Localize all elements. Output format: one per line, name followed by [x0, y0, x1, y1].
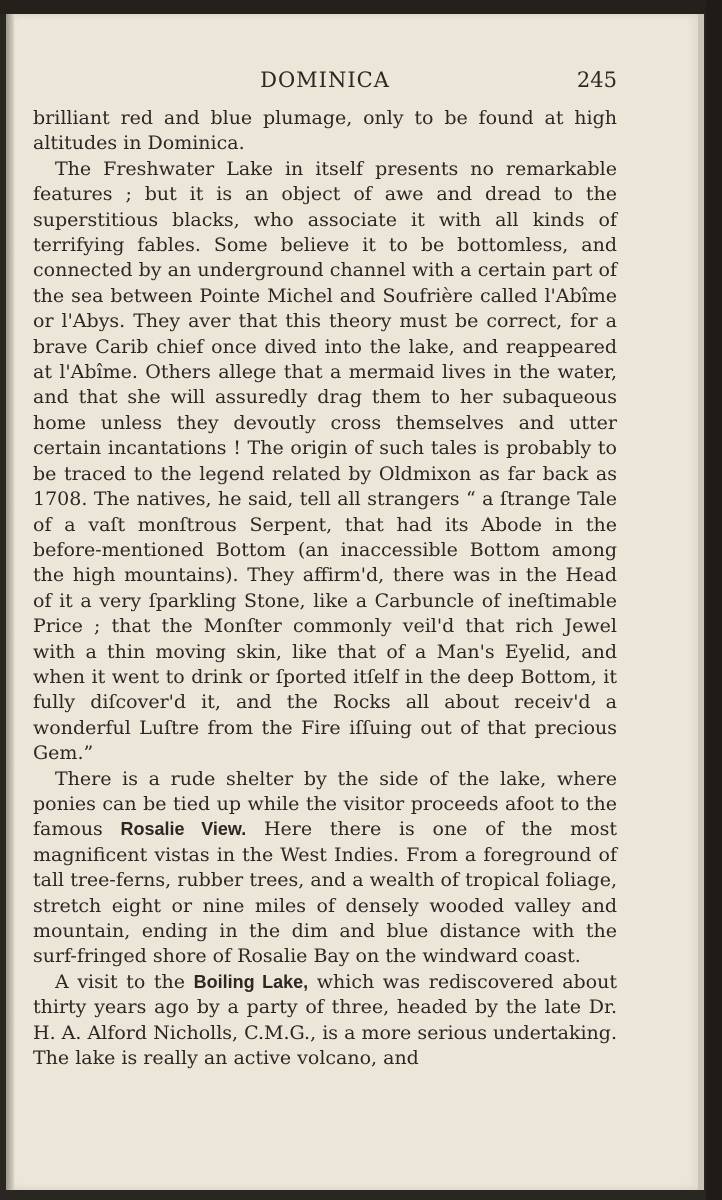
paragraph-freshwater-lake: The Freshwater Lake in itself presents no remarkable features ; but it is an object of awe and dread to the superstitious blacks, who associate it with all kinds of terrifying fables. Some believe it to be bottomless, and connected by an underground channel with a certain part of the sea between Pointe Michel and Soufrière called l'Abîme or l'Abys. They aver that this theory must be correct, for a brave Carib chief once dived into the lake, and reappeared at l'Abîme. Others allege that a mermaid lives in the water, and that she will assuredly drag them to her subaqueous home unless they devoutly cross themselves and utter certain incantations ! The origin of such tales is probably to be traced to the legend related by Oldmixon as far back as 1708. The natives, he said, tell all strangers “ a ſtrange Tale of a vaſt monſtrous Serpent, that had its Abode in the before-mentioned Bottom (an inaccessible Bottom among the high mountains). They affirm'd, there was in the Head of it a very ſparkling Stone, like a Carbuncle of ineſtimable Price ; that the Monſter commonly veil'd that rich Jewel with a thin moving skin, like that of a Man's Eyelid, and when it went to drink or ſported itſelf in the deep Bottom, it fully diſcover'd it, and the Rocks all about receiv'd a wonderful Luſtre from the Fire iſſuing out of that precious Gem.”	[33, 157, 617, 765]
scan-top-border	[0, 0, 706, 14]
page-gutter-shadow	[6, 14, 14, 1190]
bold-place-name-rosalie-view: Rosalie View.	[120, 819, 247, 840]
page-header	[33, 68, 617, 98]
scan-right-border	[706, 0, 722, 1200]
page-number: 245	[576, 68, 617, 92]
page-right-edge	[698, 14, 704, 1190]
paragraph-boiling-lake	[33, 970, 617, 1072]
bold-place-name-boiling-lake: Boiling Lake,	[193, 971, 309, 992]
text-span: Here there is one of the most magnificent vistas in the West Indies. From a foreground of tall tree-ferns, rubber trees, and a wealth of tropical foliage, stretch eight or nine miles of densely wooded valley and mountain, ending in the dim and blue distance with the surf-fringed shore of Rosalie Bay on the windward coast.	[33, 818, 617, 968]
paragraph-rosalie-view	[33, 767, 617, 970]
text-span: which was rediscovered about thirty years ago by a party of three, headed by the late Dr. H. A. Alford Nicholls, C.M.G., is a more serious undertaking. The lake is really an active volcano, and	[33, 970, 617, 1070]
text-span: There is a rude shelter by the side of the lake, where ponies can be tied up while the visitor proceeds afoot to the famous	[33, 767, 617, 841]
body-text	[33, 106, 617, 1071]
text-span: A visit to the	[55, 970, 194, 993]
paragraph-continuation: brilliant red and blue plumage, only to be found at high altitudes in Dominica.	[33, 107, 617, 155]
running-title: DOMINICA	[260, 68, 390, 92]
